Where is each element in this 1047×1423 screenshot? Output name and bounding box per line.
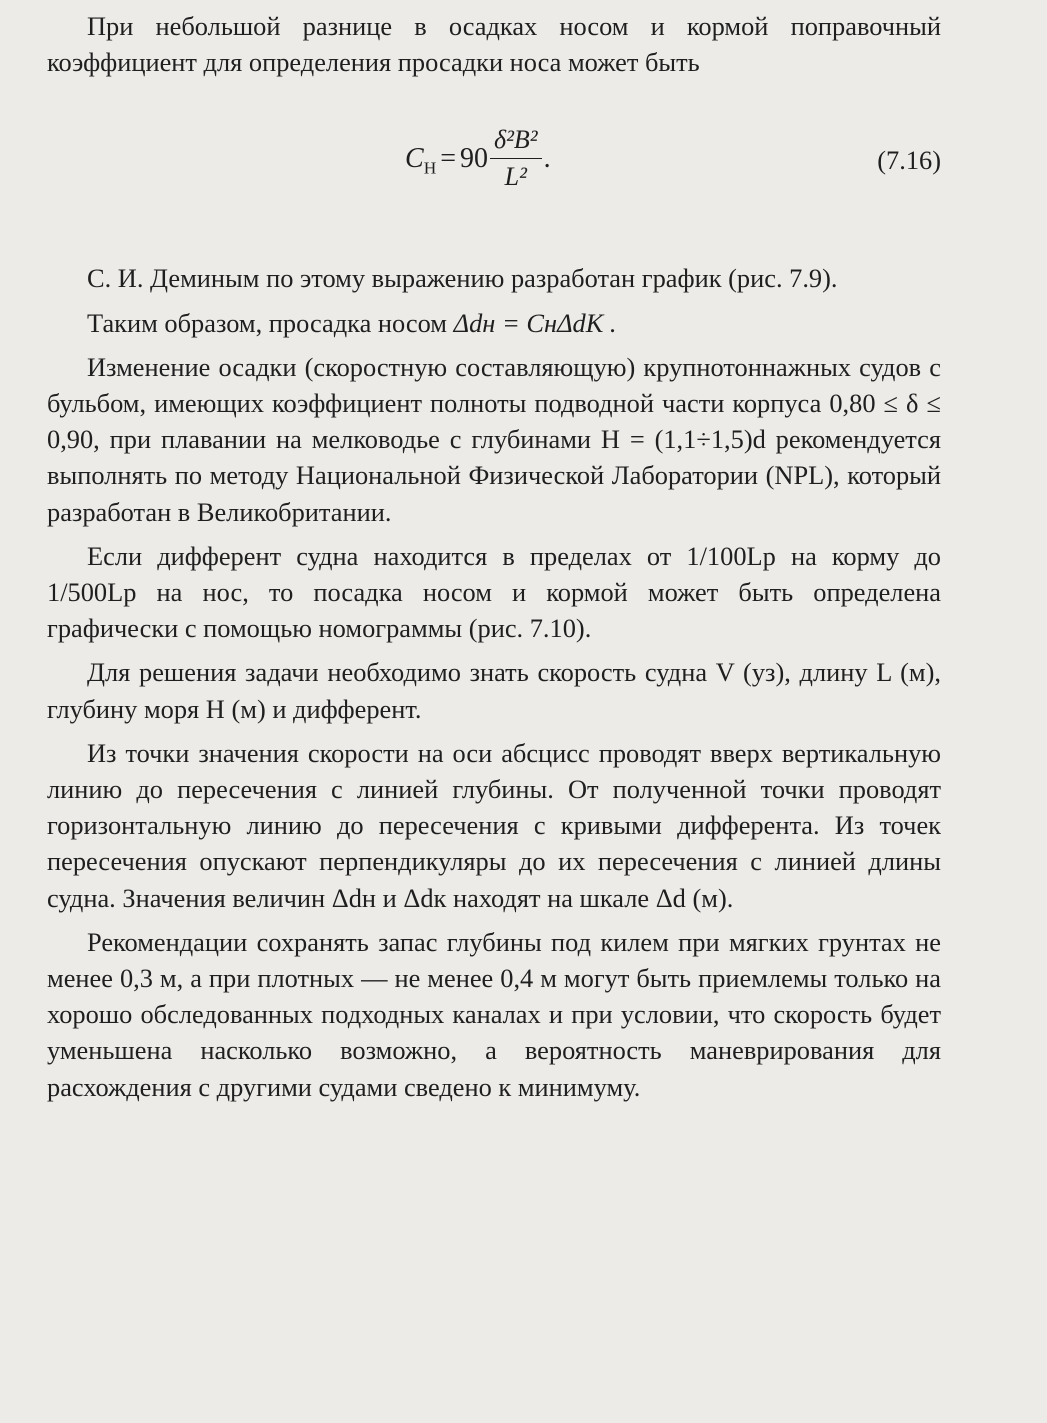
paragraph-6: Для решения задачи необходимо знать скорость судна V (уз), длину L (м), глубину моря H (м) и дифферент. bbox=[47, 657, 941, 724]
equation-number: (7.16) bbox=[877, 145, 941, 176]
paragraph-2: С. И. Деминым по этому выражению разработан график (рис. 7.9). bbox=[87, 263, 838, 294]
equation-7-16 bbox=[47, 80, 941, 260]
formula bbox=[405, 124, 551, 193]
paragraph-1: При небольшой разнице в осадках носом и кормой поправочный коэффициент для определения просадки носа может быть bbox=[47, 11, 941, 78]
formula-lhs bbox=[405, 141, 436, 177]
paragraph-3-text: Таким образом, просадка носом bbox=[87, 307, 447, 338]
formula-coefficient: 90 bbox=[460, 142, 489, 174]
formula-lhs-subscript: Н bbox=[423, 158, 437, 178]
paragraph-5: Если дифферент судна находится в пределах от 1/100Lp на корму до 1/500Lp на нос, то посадка носом и кормой может быть определена графически с помощью номограммы (рис. 7.10). bbox=[47, 540, 941, 644]
paragraph-4: Изменение осадки (скоростную составляющую) крупнотоннажных судов с бульбом, имеющих коэффициент полноты подводной части корпуса 0,80 ≤ δ ≤ 0,90, при плавании на мелководье с глубинами H = (1,1÷1,5)d рекомендуется выполнять по методу Национальной Физической Лаборатории (NPL), который разработан в Великобритании. bbox=[47, 351, 941, 527]
formula-denominator: L² bbox=[504, 162, 527, 192]
formula-period: . bbox=[543, 142, 551, 174]
formula-fraction bbox=[490, 124, 542, 193]
paragraph-8: Рекомендации сохранять запас глубины под килем при мягких грунтах не менее 0,3 м, а при плотных — не менее 0,4 м могут быть приемлемы только на хорошо обследованных подходных каналах и при условии, что скорость будет уменьшена насколько возможно, а вероятность маневрирования для расхождения с другими судами сведено к минимуму. bbox=[47, 926, 941, 1102]
paragraph-7: Из точки значения скорости на оси абсцисс проводят вверх вертикальную линию до пересечения с линией глубины. От полученной точки проводят горизонтальную линию до пересечения с кривыми дифферента. Из точек пересечения опускают перпендикуляры до их пересечения с линией длины судна. Значения величин Δdн и Δdк находят на шкале Δd (м). bbox=[47, 737, 941, 913]
inline-formula: Δdн = CнΔdК . bbox=[453, 307, 617, 338]
formula-lhs-symbol: C bbox=[405, 142, 424, 174]
paragraph-3 bbox=[47, 305, 941, 341]
text-body bbox=[47, 8, 941, 1105]
formula-equals: = bbox=[440, 142, 457, 174]
formula-numerator: δ²B² bbox=[490, 124, 542, 159]
